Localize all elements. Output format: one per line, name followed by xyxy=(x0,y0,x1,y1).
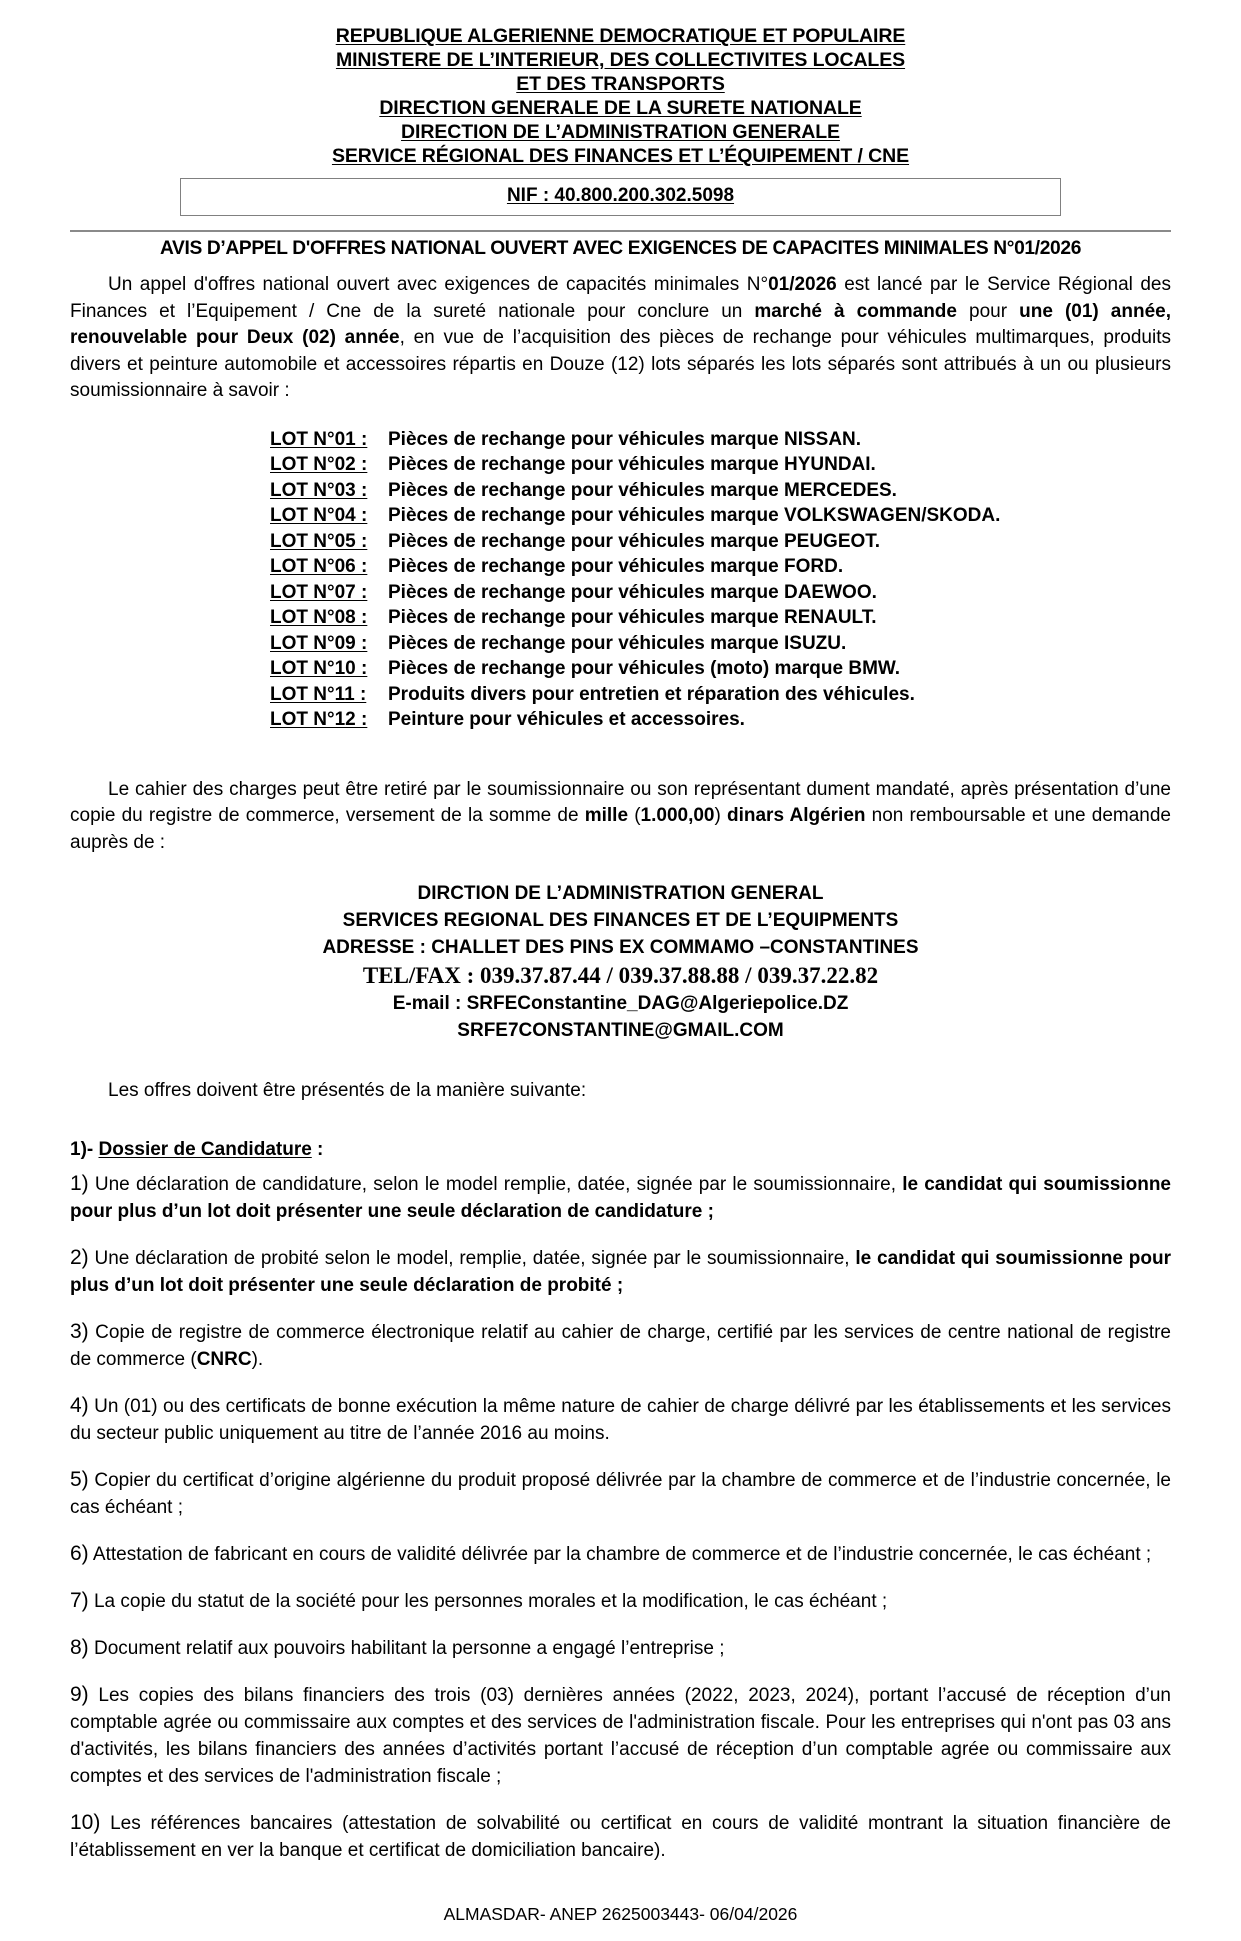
requirement-number: 3) xyxy=(70,1319,89,1343)
header-line-6-text: SERVICE RÉGIONAL DES FINANCES ET L’ÉQUIPEMENT / CNE xyxy=(331,145,910,167)
requirement-number: 6) xyxy=(70,1541,89,1565)
requirement-text-8 xyxy=(70,1682,1171,1787)
intro-ref: 01/2026 xyxy=(768,274,837,295)
cahier-part1: Le cahier des charges peut être retiré par le soumissionnaire ou son représentant dument mandaté, après présentation d’une copie du registre de commerce, versement de la somme de xyxy=(70,778,1171,826)
lot-row xyxy=(270,452,1171,478)
intro-paragraph xyxy=(70,272,1171,405)
lot-row xyxy=(270,631,1171,657)
requirement-text-6 xyxy=(89,1591,887,1612)
requirement-item xyxy=(70,1540,1171,1568)
requirement-emphasis: le candidat qui soumissionne pour plus d’un lot doit présenter une seule déclaration de probité ; xyxy=(70,1247,1171,1296)
requirement-number: 1) xyxy=(70,1171,89,1195)
requirement-number: 7) xyxy=(70,1588,89,1612)
intro-part4: , en vue de l’acquisition des pièces de rechange pour véhicules multimarques, produits divers et peinture automobile et accessoires répartis en Douze (12) lots séparés les lots séparés sont attribués à un ou plusieurs soumissionnaire à savoir : xyxy=(70,327,1172,401)
lot-description: Pièces de rechange pour véhicules (moto) marque BMW. xyxy=(388,658,901,679)
header-line-1 xyxy=(70,24,1171,48)
lot-description: Pièces de rechange pour véhicules marque MERCEDES. xyxy=(388,479,897,501)
nif-value: NIF : 40.800.200.302.5098 xyxy=(506,185,735,206)
cahier-bold2: 1.000,00 xyxy=(640,805,715,826)
contact-direction: DIRCTION DE L’ADMINISTRATION GENERAL xyxy=(417,883,824,904)
requirement-span: La copie du statut de la société pour les personnes morales et la modification, le cas échéant ; xyxy=(88,1590,888,1612)
requirement-text-4 xyxy=(70,1467,1171,1518)
requirement-span: Un (01) ou des certificats de bonne exécution la même nature de cahier de charge délivré par les établissements et les services du secteur public uniquement au titre de l’année 2016 au moins. xyxy=(70,1395,1171,1444)
requirement-number: 8) xyxy=(70,1635,89,1659)
dossier-suffix: : xyxy=(311,1138,324,1160)
requirement-item xyxy=(70,1466,1171,1521)
requirement-span: Document relatif aux pouvoirs habilitant la personne a engagé l’entreprise ; xyxy=(88,1637,725,1659)
requirement-span: Copie de registre de commerce électronique relatif au cahier de charge, certifié par les services de centre national de registre de commerce ( xyxy=(70,1321,1171,1370)
document-footer: ALMASDAR- ANEP 2625003443- 06/04/2026 xyxy=(443,1903,798,1924)
intro-bold2: une (01) année, renouvelable pour Deux (02) année xyxy=(70,300,1171,348)
lot-row xyxy=(270,554,1171,580)
lot-label: LOT N°02 : xyxy=(270,454,368,475)
lots-list xyxy=(70,427,1171,733)
lot-description: Pièces de rechange pour véhicules marque NISSAN. xyxy=(388,428,862,450)
header-line-6 xyxy=(70,144,1171,168)
requirement-item xyxy=(70,1244,1171,1299)
dossier-title: Dossier de Candidature xyxy=(98,1138,312,1160)
requirement-span: Les copies des bilans financiers des trois (03) dernières années (2022, 2023, 2024), portant l’accusé de réception d’un comptable agrée ou commissaire aux comptes et des services de l'administration fiscale. Pour les entreprises qui n'ont pas 03 ans d'activités, les bilans financiers des années d’activités portant l’accusé de réception d’un comptable agrée ou commissaire aux comptes et des services de l'administration fiscale ; xyxy=(70,1684,1171,1787)
requirement-number: 5) xyxy=(70,1467,89,1491)
requirement-text-7 xyxy=(89,1638,725,1659)
requirement-emphasis: CNRC xyxy=(196,1348,252,1370)
header-line-3 xyxy=(70,72,1171,96)
header-line-2-text: MINISTERE DE L’INTERIEUR, DES COLLECTIVITES LOCALES xyxy=(335,49,906,71)
intro-bold1: marché à commande xyxy=(754,300,957,322)
lot-row xyxy=(270,529,1171,555)
requirement-span: Les références bancaires (attestation de solvabilité ou certificat en cours de validité montrant la situation financière de l’établissement en ver la banque et certificat de domiciliation bancaire). xyxy=(70,1812,1171,1861)
header-line-1-text: REPUBLIQUE ALGERIENNE DEMOCRATIQUE ET POPULAIRE xyxy=(335,25,906,47)
lot-row xyxy=(270,427,1171,453)
contact-email-primary[interactable]: E-mail : SRFEConstantine_DAG@Algeriepolice.DZ xyxy=(392,993,849,1014)
cahier-bold3: dinars Algérien xyxy=(727,805,866,826)
lot-label: LOT N°11 : xyxy=(270,683,367,705)
nif-box xyxy=(180,178,1061,216)
requirement-item xyxy=(70,1170,1171,1225)
requirement-number: 2) xyxy=(70,1245,89,1269)
requirement-item xyxy=(70,1587,1171,1615)
header-line-5-text: DIRECTION DE L’ADMINISTRATION GENERALE xyxy=(401,121,840,143)
requirement-item xyxy=(70,1809,1171,1864)
lot-description: Pièces de rechange pour véhicules marque ISUZU. xyxy=(388,632,847,654)
header-line-5 xyxy=(70,120,1171,144)
lot-label: LOT N°10 : xyxy=(270,658,368,679)
requirement-text-5 xyxy=(89,1544,1151,1565)
page-title: AVIS D’APPEL D'OFFRES NATIONAL OUVERT AVEC EXIGENCES DE CAPACITES MINIMALES N°01/2026 xyxy=(159,238,1082,259)
requirement-number: 10) xyxy=(70,1810,101,1834)
requirement-text-3 xyxy=(70,1393,1171,1444)
contact-telfax: TEL/FAX : 039.37.87.44 / 039.37.88.88 / 039.37.22.82 xyxy=(362,963,879,988)
requirement-span: Copier du certificat d’origine algérienne du produit proposé délivrée par la chambre de commerce et de l’industrie concernée, le cas échéant ; xyxy=(70,1469,1171,1518)
requirement-item xyxy=(70,1634,1171,1662)
lot-label: LOT N°04 : xyxy=(270,505,368,526)
lot-row xyxy=(270,605,1171,631)
cahier-part4: non remboursable et une demande auprès de : xyxy=(70,805,1171,853)
requirement-item xyxy=(70,1392,1171,1447)
intro-part2: est lancé par le Service Régional des Finances et l’Equipement / Cne de la sureté nationale pour conclure un xyxy=(70,274,1171,322)
requirement-text-0 xyxy=(70,1171,1171,1222)
requirement-span: Une déclaration de candidature, selon le model remplie, datée, signée par le soumissionnaire, xyxy=(88,1173,903,1195)
lot-label: LOT N°06 : xyxy=(270,556,368,577)
cahier-bold1: mille xyxy=(584,805,629,826)
intro-part1: Un appel d'offres national ouvert avec exigences de capacités minimales N° xyxy=(108,274,769,295)
document-header xyxy=(70,24,1171,168)
requirement-emphasis: le candidat qui soumissionne pour plus d’un lot doit présenter une seule déclaration de candidature ; xyxy=(70,1173,1171,1222)
lot-description: Pièces de rechange pour véhicules marque VOLKSWAGEN/SKODA. xyxy=(388,505,1001,526)
cahier-paragraph xyxy=(70,777,1171,857)
lot-label: LOT N°07 : xyxy=(270,581,368,603)
lot-row xyxy=(270,478,1171,504)
requirement-item xyxy=(70,1681,1171,1790)
requirement-number: 9) xyxy=(70,1682,89,1706)
lot-row xyxy=(270,503,1171,529)
lot-label: LOT N°03 : xyxy=(270,479,368,501)
lot-label: LOT N°08 : xyxy=(270,607,368,628)
requirement-text-2 xyxy=(70,1319,1171,1370)
dossier-prefix: 1)- xyxy=(70,1138,99,1160)
lot-row xyxy=(270,707,1171,733)
header-line-4-text: DIRECTION GENERALE DE LA SURETE NATIONALE xyxy=(379,97,862,119)
lot-description: Produits divers pour entretien et réparation des véhicules. xyxy=(388,683,915,705)
offers-note: Les offres doivent être présentés de la manière suivante: xyxy=(108,1080,587,1101)
requirement-span: Une déclaration de probité selon le model, remplie, datée, signée par le soumissionnaire, xyxy=(88,1247,856,1269)
cahier-part3: ) xyxy=(714,805,727,826)
cahier-part2: ( xyxy=(628,805,641,826)
lot-label: LOT N°01 : xyxy=(270,428,368,450)
lot-description: Pièces de rechange pour véhicules marque FORD. xyxy=(388,556,844,577)
lot-description: Pièces de rechange pour véhicules marque DAEWOO. xyxy=(388,581,877,603)
lot-label: LOT N°09 : xyxy=(270,632,368,654)
dossier-heading xyxy=(70,1139,1171,1161)
header-line-4 xyxy=(70,96,1171,120)
requirement-span: ). xyxy=(251,1348,264,1370)
lot-label: LOT N°05 : xyxy=(270,530,368,552)
contact-service: SERVICES REGIONAL DES FINANCES ET DE L’EQUIPMENTS xyxy=(342,910,899,931)
contact-address: ADRESSE : CHALLET DES PINS EX COMMAMO –CONSTANTINES xyxy=(322,937,919,958)
requirements-list xyxy=(70,1170,1171,1864)
lot-row xyxy=(270,580,1171,606)
lot-row xyxy=(270,656,1171,682)
contact-block xyxy=(70,880,1171,1044)
contact-email-secondary[interactable]: SRFE7CONSTANTINE@GMAIL.COM xyxy=(457,1020,784,1041)
requirement-number: 4) xyxy=(70,1393,89,1417)
lot-label: LOT N°12 : xyxy=(270,709,368,730)
lot-row xyxy=(270,682,1171,708)
intro-part3: pour xyxy=(956,300,1020,322)
header-line-3-text: ET DES TRANSPORTS xyxy=(516,73,725,95)
requirement-text-1 xyxy=(70,1245,1171,1296)
requirement-text-9 xyxy=(70,1810,1171,1861)
lot-description: Pièces de rechange pour véhicules marque RENAULT. xyxy=(388,607,877,628)
lot-description: Pièces de rechange pour véhicules marque PEUGEOT. xyxy=(388,530,881,552)
lot-description: Pièces de rechange pour véhicules marque HYUNDAI. xyxy=(388,454,876,475)
header-line-2 xyxy=(70,48,1171,72)
lot-description: Peinture pour véhicules et accessoires. xyxy=(388,709,745,730)
requirement-item xyxy=(70,1318,1171,1373)
requirement-span: Attestation de fabricant en cours de validité délivrée par la chambre de commerce et de l’industrie concernée, le cas échéant ; xyxy=(88,1543,1152,1565)
